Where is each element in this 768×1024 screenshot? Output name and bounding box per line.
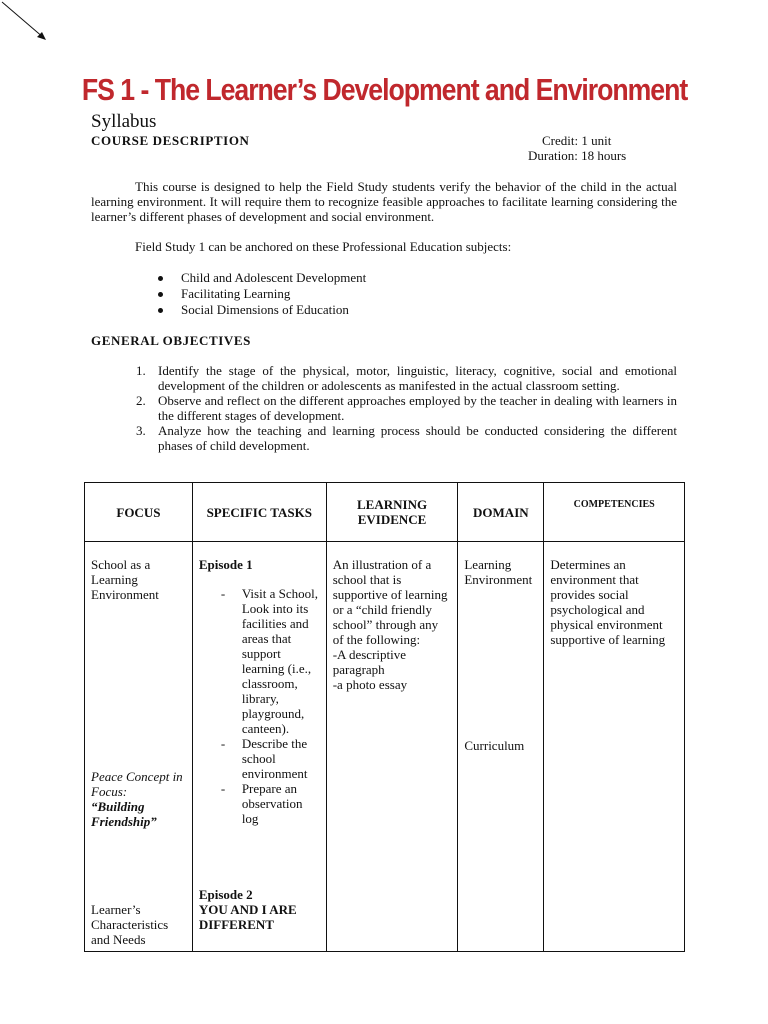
domain-curriculum: Curriculum [464,738,525,753]
general-objectives-heading: GENERAL OBJECTIVES [91,333,251,348]
list-item: - Describe the school environment [220,736,308,781]
credit-info: Credit: 1 unit [542,133,612,148]
list-item: Child and Adolescent Development [158,270,366,286]
episode-2-title: YOU AND I ARE DIFFERENT [198,902,297,932]
objective-number: 2. [136,393,146,408]
list-item: Facilitating Learning [158,286,366,302]
header-competencies: COMPETENCIES [544,483,685,542]
anchored-paragraph: Field Study 1 can be anchored on these Professional Education subjects: [135,239,512,254]
list-item [136,363,677,393]
competencies-cell [544,542,685,952]
subjects-list [158,270,366,318]
task-text: Prepare an observation log [241,781,303,826]
arrow-icon [0,0,52,44]
list-item: Social Dimensions of Education [158,302,366,318]
objective-number: 1. [136,363,146,378]
syllabus-label: Syllabus [91,111,157,132]
evidence-cell [326,542,458,952]
evidence-option: -A descriptive paragraph [332,647,407,677]
objectives-list [136,363,677,453]
duration-info: Duration: 18 hours [528,148,627,163]
header-specific-tasks: SPECIFIC TASKS [192,483,326,542]
tasks-cell [192,542,326,952]
evidence-option: -a photo essay [332,677,408,692]
course-description-heading: COURSE DESCRIPTION [91,133,250,148]
focus-school: School as a Learning Environment [91,557,159,602]
episode-2-label: Episode 2 [198,887,253,902]
objective-text: Observe and reflect on the different approaches employed by the teacher in dealing with learners in the different stages of development. [158,393,677,423]
competencies-text: Determines an environment that provides social psychological and physical environment supportive of learning [550,557,666,647]
list-item [136,393,677,423]
list-item [136,423,677,453]
header-domain: DOMAIN [458,483,544,542]
episode-2 [199,887,320,932]
focus-cell [85,542,193,952]
task-text: Visit a School, Look into its facilities and areas that support learning (i.e., classroom, library, playground, canteen). [241,586,318,736]
header-learning-evidence: LEARNING EVIDENCE [326,483,458,542]
table-row [85,542,685,952]
focus-learner: Learner’s Characteristics and Needs [91,902,169,947]
objective-number: 3. [136,423,146,438]
peace-concept [91,769,186,829]
list-item: - Prepare an observation log [220,781,303,826]
objective-text: Analyze how the teaching and learning process should be conducted considering the different phases of child development. [158,423,677,453]
peace-concept-title: “Building Friendship” [91,799,157,829]
tasks-list [199,586,320,826]
domain-learning-environment: Learning Environment [464,557,533,587]
domain-cell [458,542,544,952]
objective-text: Identify the stage of the physical, motor, linguistic, literacy, cognitive, social and emotional development of the children or adolescents as manifested in the actual classroom setting. [158,363,677,393]
episode-1-title: Episode 1 [198,557,253,572]
peace-concept-prefix: Peace Concept in Focus: [91,769,183,799]
list-item: - Visit a School, Look into its facilities and areas that support learning (i.e., classroom, library, playground, canteen). [220,586,318,736]
task-text: Describe the school environment [241,736,308,781]
evidence-text: An illustration of a school that is supportive of learning or a “child friendly school” through any of the following: [332,557,448,647]
document-title: FS 1 - The Learner’s Development and Environment [81,72,688,107]
description-paragraph: This course is designed to help the Field Study students verify the behavior of the child in the actual learning environment. It will require them to recognize feasible approaches to facilitate learning considering the learner’s different phases of development and social environment. [91,179,677,224]
header-focus: FOCUS [85,483,193,542]
syllabus-table [84,482,685,952]
table-header-row [85,483,685,542]
